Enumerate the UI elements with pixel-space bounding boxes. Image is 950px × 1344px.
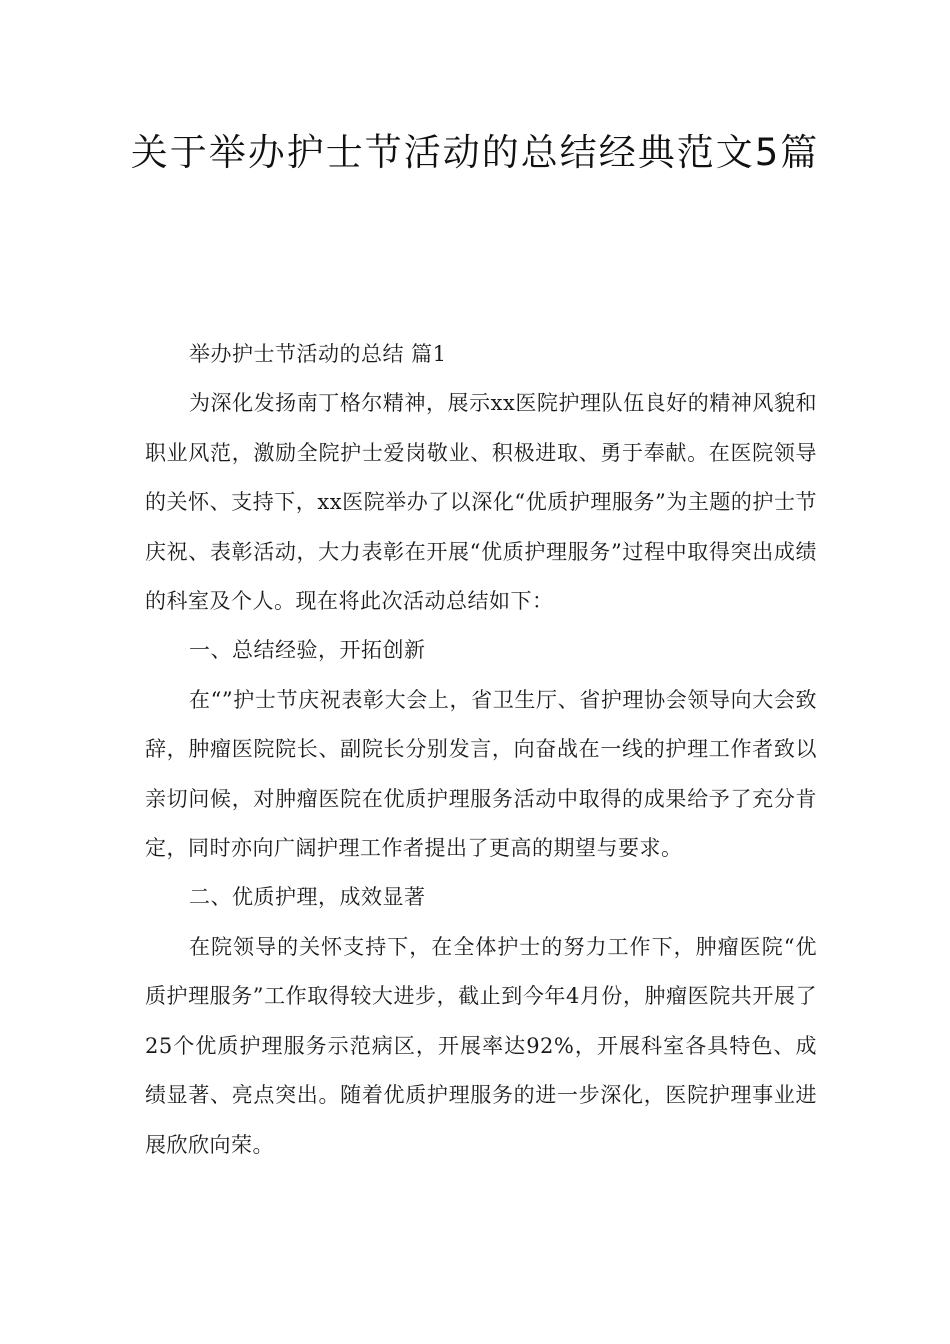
paragraph: 为深化发扬南丁格尔精神，展示xx医院护理队伍良好的精神风貌和职业风范，激励全院护士爱岗敬业、积极进取、勇于奉献。在医院领导的关怀、支持下，xx医院举办了以深化“优质护理服务”为主题的护士节庆祝、表彰活动，大力表彰在开展“优质护理服务”过程中取得突出成绩的科室及个人。现在将此次活动总结如下：: [145, 391, 817, 614]
document-body: [145, 330, 817, 1170]
document-title: 关于举办护士节活动的总结经典范文5篇: [130, 131, 820, 174]
paragraph: 在“”护士节庆祝表彰大会上，省卫生厅、省护理协会领导向大会致辞，肿瘤医院院长、副院长分别发言，向奋战在一线的护理工作者致以亲切问候，对肿瘤医院在优质护理服务活动中取得的成果给予了充分肯定，同时亦向广阔护理工作者提出了更高的期望与要求。: [145, 687, 817, 861]
section-heading: 举办护士节活动的总结 篇1: [189, 342, 447, 366]
subsection-heading: 二、优质护理，成效显著: [189, 885, 426, 910]
paragraph: 在院领导的关怀支持下，在全体护士的努力工作下，肿瘤医院“优质护理服务”工作取得较大进步，截止到今年4月份，肿瘤医院共开展了25个优质护理服务示范病区，开展率达92%，开展科室各具特色、成绩显著、亮点突出。随着优质护理服务的进一步深化，医院护理事业进展欣欣向荣。: [145, 934, 817, 1157]
subsection-heading: 一、总结经验，开拓创新: [189, 638, 426, 663]
